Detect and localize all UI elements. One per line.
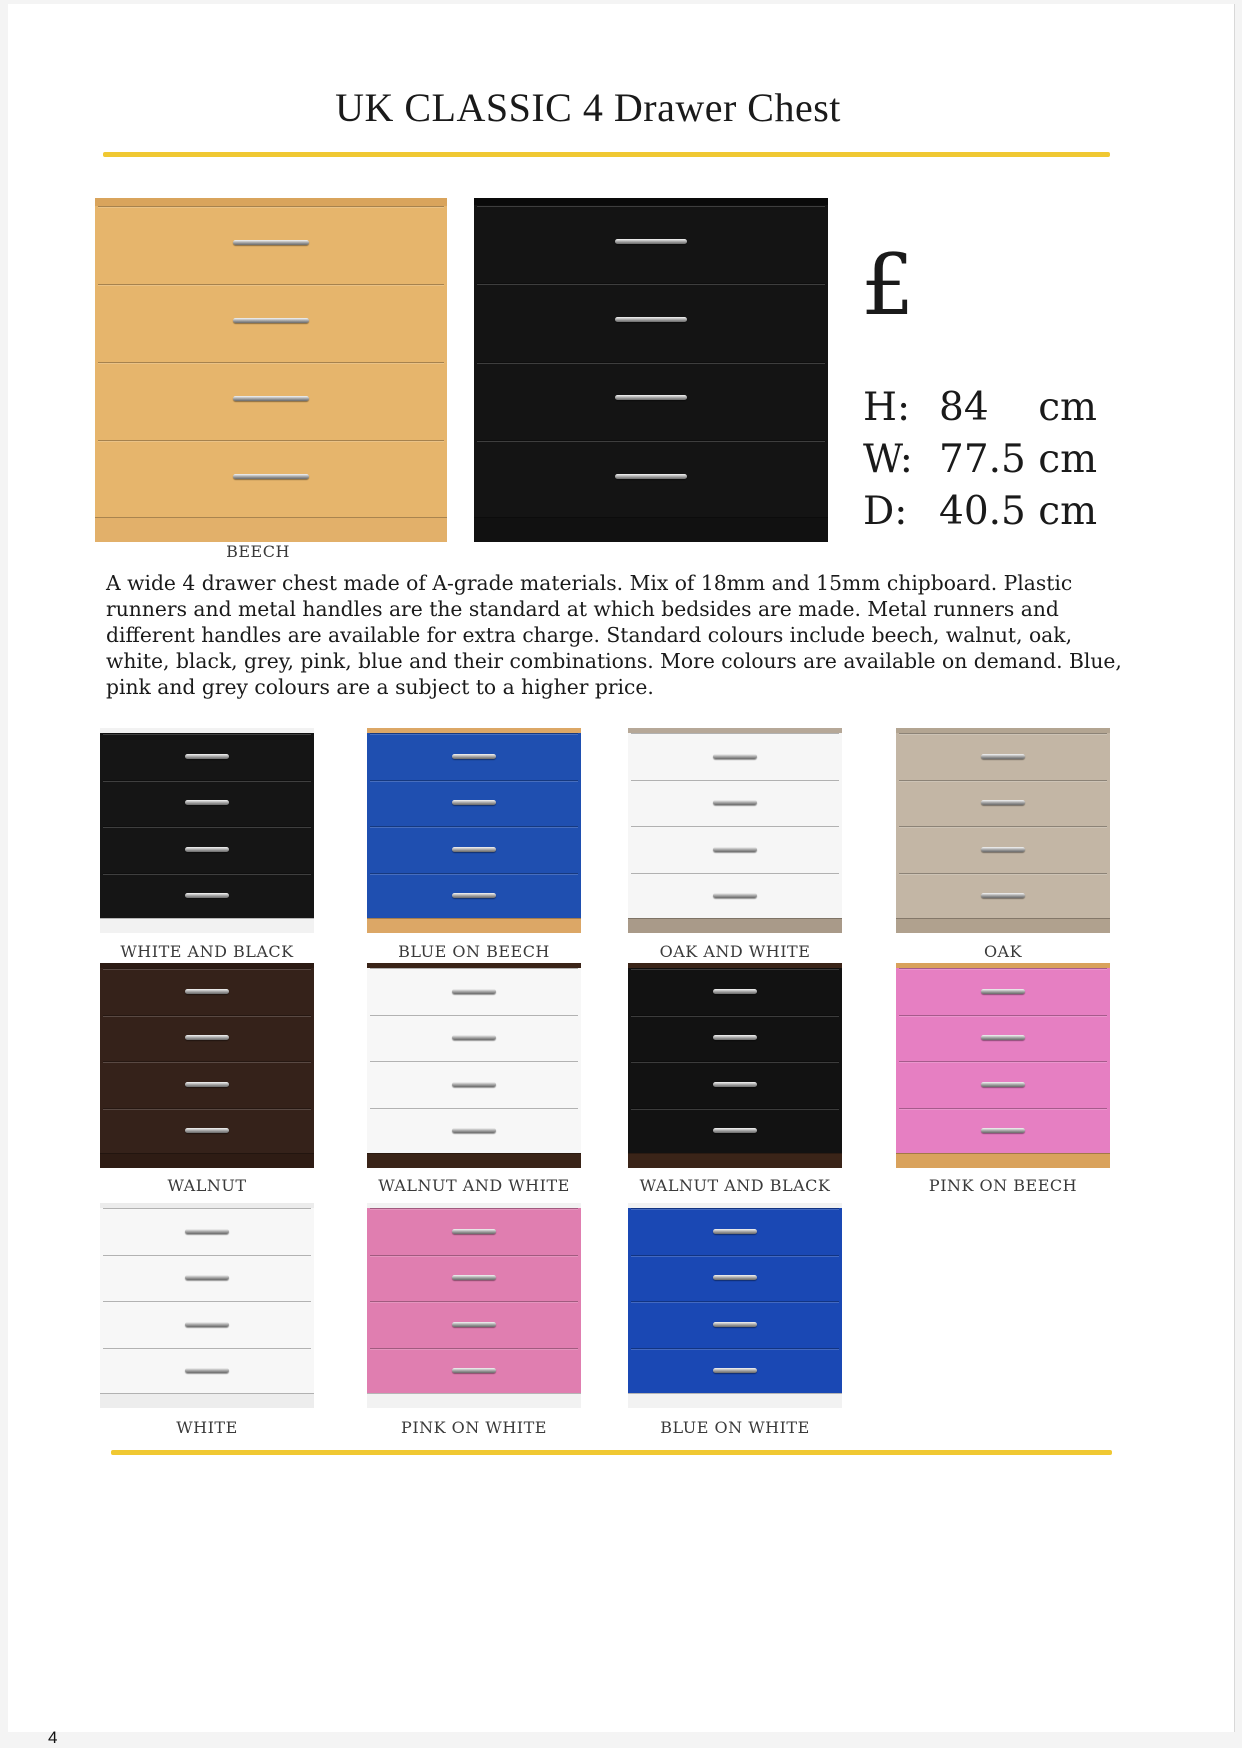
drawer-handle-icon [615,317,687,322]
drawer [370,968,578,1016]
drawer-handle-icon [452,1229,496,1234]
drawer [631,1015,839,1063]
title-divider [103,152,1110,157]
variant-chest [100,963,314,1168]
chest-top [95,198,447,206]
drawer [370,1108,578,1156]
drawer-handle-icon [185,989,229,994]
drawer [631,1208,839,1256]
drawer [103,826,311,874]
drawer [899,733,1107,781]
drawer-handle-icon [713,1275,757,1280]
drawer-handle-icon [452,893,496,898]
drawer [477,440,825,519]
variant-caption: WHITE AND BLACK [120,942,294,961]
drawer [370,780,578,828]
drawer [631,1108,839,1156]
drawer-handle-icon [452,1275,496,1280]
variant-chest [100,728,314,933]
chest-plinth [100,1153,314,1168]
chest-plinth [100,918,314,933]
drawer [103,1108,311,1156]
drawer-handle-icon [713,1128,757,1133]
chest-plinth [474,517,828,542]
drawer-handle-icon [713,754,757,759]
drawer-handle-icon [981,847,1025,852]
page-title: UK CLASSIC 4 Drawer Chest [335,85,841,130]
chest-plinth [367,918,581,933]
drawer-handle-icon [452,989,496,994]
drawer-handle-icon [185,1128,229,1133]
variant-chest [367,1203,581,1408]
variant-caption: OAK [983,942,1023,961]
drawer [899,1108,1107,1156]
variant-chest [896,963,1110,1168]
drawer-handle-icon [185,1275,229,1280]
drawer-handle-icon [185,1368,229,1373]
variant-caption: PINK ON BEECH [928,1176,1078,1195]
drawer [899,780,1107,828]
price-symbol: £ [861,236,915,334]
variant-caption: OAK AND WHITE [659,942,811,961]
drawer [477,362,825,441]
drawer [370,733,578,781]
drawer-handle-icon [452,1035,496,1040]
drawer-handle-icon [452,800,496,805]
hero-caption-beech: BEECH [226,542,290,561]
drawer-handle-icon [713,1082,757,1087]
drawer [103,968,311,1016]
chest-top [474,198,828,205]
drawer-handle-icon [185,1322,229,1327]
variant-caption: WALNUT [167,1176,247,1195]
chest-plinth [628,1153,842,1168]
drawer [899,1061,1107,1109]
dimensions [863,382,1097,538]
drawer [631,780,839,828]
drawer-handle-icon [185,1035,229,1040]
hero-chest-beech [95,198,447,542]
page-number: 4 [48,1728,58,1747]
drawer [103,780,311,828]
variant-caption: BLUE ON BEECH [398,942,550,961]
drawer-handle-icon [981,893,1025,898]
product-description: A wide 4 drawer chest made of A-grade materials. Mix of 18mm and 15mm chipboard. Plastic runners and metal handles are the standard at which bedsides are made. Metal runners and different handles are available for extra charge. Standard colours include beech, walnut, oak, white, black, grey, pink, blue and their combinations. More colours are available on demand. Blue, pink and grey colours are a subject to a higher price. [106,571,1122,699]
drawer [477,205,825,284]
drawer-handle-icon [981,989,1025,994]
drawer-handle-icon [185,800,229,805]
variant-chest [367,728,581,933]
drawer-handle-icon [233,240,309,245]
drawer [103,1255,311,1303]
drawer-handle-icon [981,754,1025,759]
drawer-handle-icon [233,474,309,479]
variant-chest [896,728,1110,933]
drawer [103,1348,311,1396]
drawer-handle-icon [981,1128,1025,1133]
drawer [631,1348,839,1396]
variant-caption: WALNUT AND WHITE [378,1176,570,1195]
chest-plinth [95,517,447,542]
drawer-handle-icon [981,1035,1025,1040]
drawer [103,1061,311,1109]
drawer-handle-icon [185,754,229,759]
drawer [631,826,839,874]
variant-caption: WHITE [176,1418,238,1437]
variant-chest [100,1203,314,1408]
variant-caption: PINK ON WHITE [401,1418,547,1437]
chest-plinth [367,1153,581,1168]
drawer [98,284,444,363]
drawer-handle-icon [713,800,757,805]
drawer-handle-icon [713,893,757,898]
footer-divider [111,1450,1112,1455]
dimension-height: H: 84 cm [863,385,1098,430]
drawer-handle-icon [713,1368,757,1373]
dimension-width: W: 77.5 cm [863,437,1098,482]
drawer-handle-icon [452,1368,496,1373]
drawer [477,283,825,362]
drawer [631,1061,839,1109]
drawer-handle-icon [233,318,309,323]
drawer [370,1061,578,1109]
drawer-handle-icon [452,1322,496,1327]
drawer-handle-icon [452,754,496,759]
drawer [103,1015,311,1063]
drawer [899,1015,1107,1063]
drawer [103,873,311,921]
drawer-handle-icon [713,1322,757,1327]
variant-chest [628,728,842,933]
drawer-handle-icon [713,989,757,994]
variant-caption: WALNUT AND BLACK [639,1176,831,1195]
drawer-handle-icon [185,847,229,852]
drawer [631,1301,839,1349]
drawer [631,873,839,921]
drawer-handle-icon [452,1082,496,1087]
chest-plinth [628,1393,842,1408]
drawer [103,1208,311,1256]
variant-chest [628,1203,842,1408]
drawer [370,1348,578,1396]
drawer-handle-icon [452,1128,496,1133]
variant-caption: BLUE ON WHITE [660,1418,810,1437]
chest-plinth [896,918,1110,933]
drawer-handle-icon [185,1229,229,1234]
drawer [103,733,311,781]
drawer [899,826,1107,874]
chest-plinth [628,918,842,933]
drawer-handle-icon [452,847,496,852]
drawer-handle-icon [185,893,229,898]
hero-chest-black [474,198,828,542]
catalog-page [8,4,1235,1732]
drawer-handle-icon [981,1082,1025,1087]
drawer [370,1301,578,1349]
variant-chest [628,963,842,1168]
drawer [370,1015,578,1063]
drawer [370,1208,578,1256]
drawer [370,1255,578,1303]
drawer-handle-icon [185,1082,229,1087]
drawer [631,1255,839,1303]
drawer [103,1301,311,1349]
drawer [631,733,839,781]
chest-plinth [367,1393,581,1408]
chest-plinth [896,1153,1110,1168]
drawer-handle-icon [713,1035,757,1040]
drawer [370,826,578,874]
drawer-handle-icon [713,847,757,852]
drawer [631,968,839,1016]
drawer [98,440,444,519]
drawer [899,873,1107,921]
drawer-handle-icon [233,396,309,401]
drawer-handle-icon [615,395,687,400]
drawer-handle-icon [615,239,687,244]
drawer [98,206,444,285]
drawer-handle-icon [981,800,1025,805]
drawer-handle-icon [713,1229,757,1234]
chest-plinth [100,1393,314,1408]
dimension-depth: D: 40.5 cm [863,489,1098,534]
drawer [370,873,578,921]
drawer [899,968,1107,1016]
drawer-handle-icon [615,474,687,479]
variant-chest [367,963,581,1168]
drawer [98,362,444,441]
